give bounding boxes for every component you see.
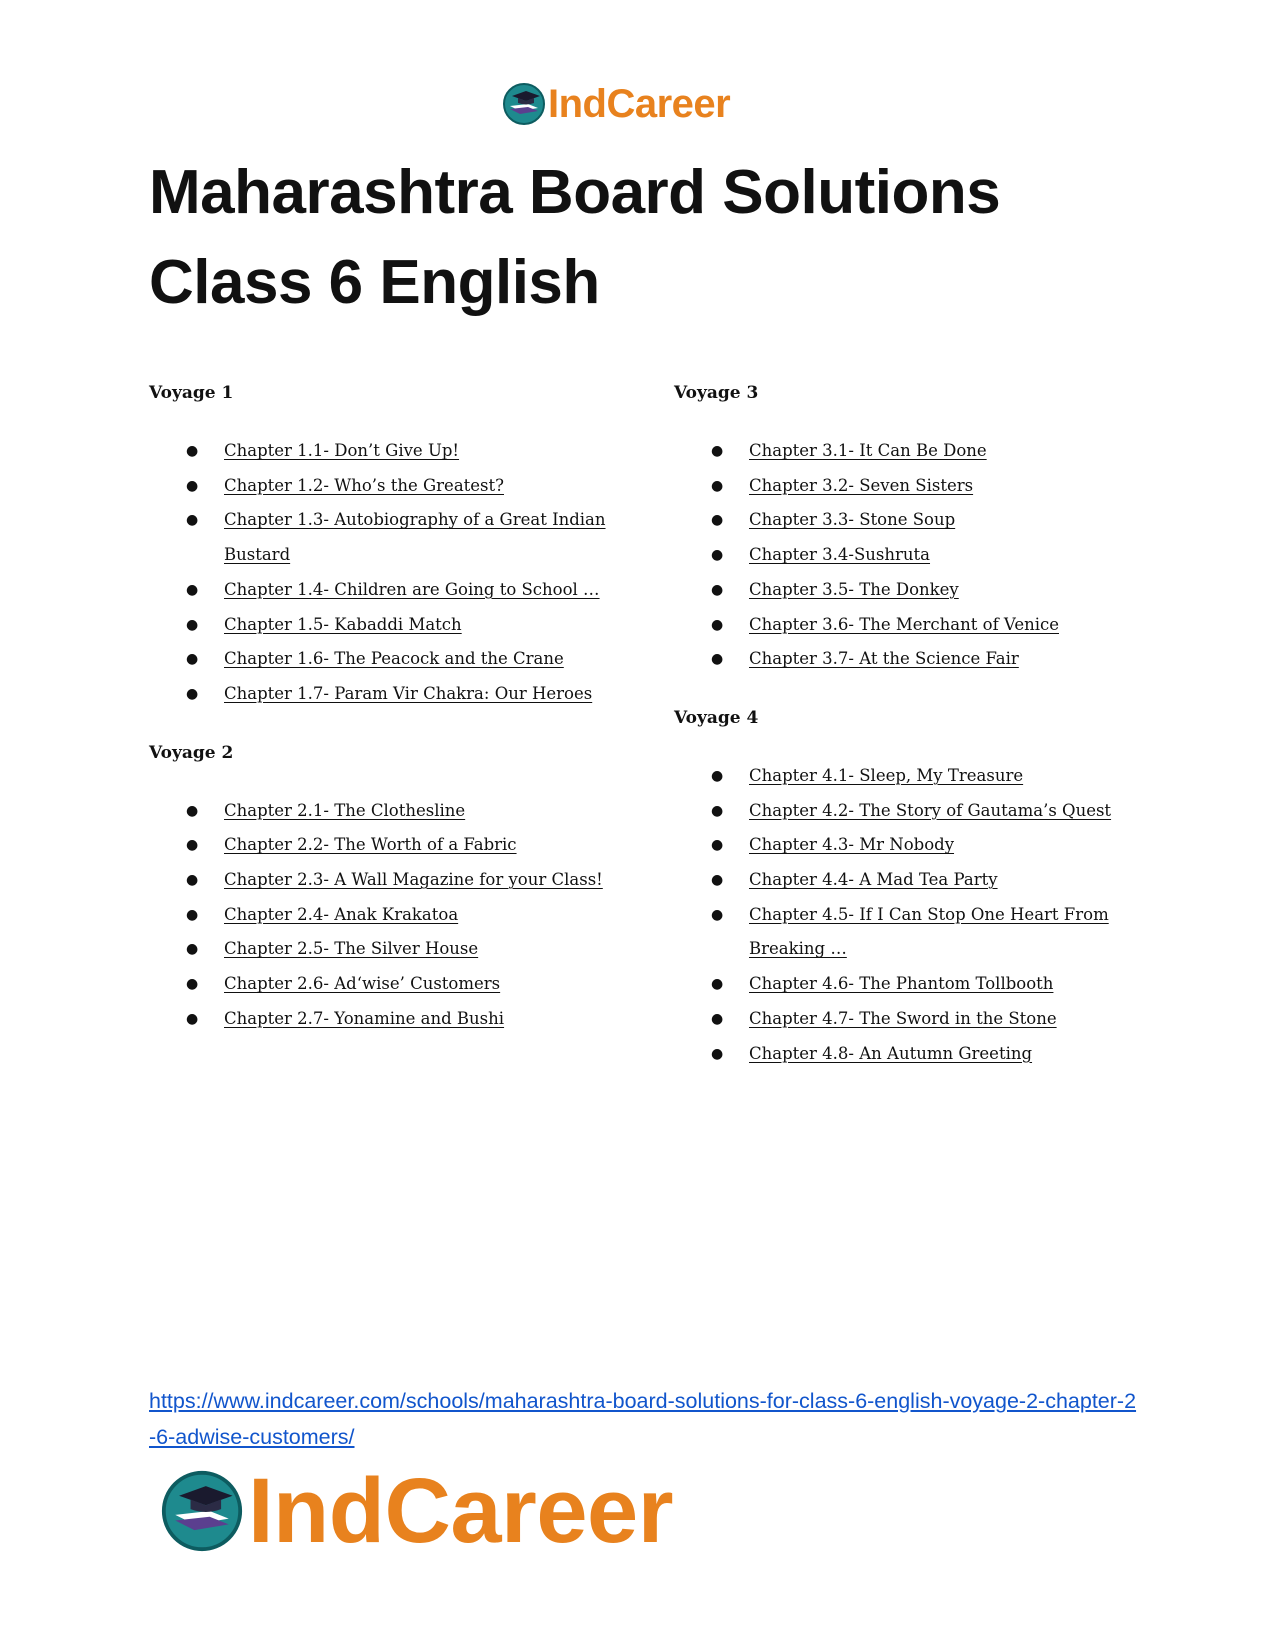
- chapter-link[interactable]: Chapter 1.2- Who’s the Greatest?: [224, 475, 504, 495]
- list-item: [149, 794, 619, 829]
- bullet-icon: ●: [186, 512, 199, 529]
- chapter-link[interactable]: Chapter 4.2- The Story of Gautama’s Quest: [749, 800, 1112, 820]
- list-item: [674, 434, 1144, 469]
- bullet-icon: ●: [711, 477, 724, 494]
- chapter-link[interactable]: Chapter 4.3- Mr Nobody: [749, 835, 955, 855]
- list-item: [674, 538, 1144, 573]
- list-item: [149, 828, 619, 863]
- list-item: [149, 677, 619, 712]
- bullet-icon: ●: [186, 685, 199, 702]
- list-item: [674, 759, 1144, 794]
- voyage-1-chapter-list: [149, 434, 619, 712]
- chapter-link[interactable]: Chapter 3.1- It Can Be Done: [749, 441, 987, 460]
- page-title-line-1: Maharashtra Board Solutions: [149, 158, 1001, 227]
- page-title: [149, 148, 1000, 328]
- chapter-link[interactable]: Chapter 3.3- Stone Soup: [749, 510, 956, 530]
- bullet-icon: ●: [186, 802, 199, 819]
- bullet-icon: ●: [186, 616, 199, 633]
- bullet-icon: ●: [711, 547, 724, 564]
- chapter-link[interactable]: Chapter 4.4- A Mad Tea Party: [749, 870, 998, 890]
- list-item: [674, 1037, 1144, 1072]
- chapter-link[interactable]: Chapter 4.5- If I Can Stop One Heart From Breaking …: [749, 904, 1109, 959]
- chapter-link[interactable]: Chapter 1.6- The Peacock and the Crane: [224, 649, 564, 669]
- list-item: [674, 503, 1144, 538]
- list-item: [674, 863, 1144, 898]
- chapter-link[interactable]: Chapter 2.1- The Clothesline: [224, 800, 466, 820]
- bullet-icon: ●: [711, 802, 724, 819]
- chapter-link[interactable]: Chapter 2.3- A Wall Magazine for your Class!: [224, 870, 603, 890]
- list-item: [149, 434, 619, 469]
- chapter-link[interactable]: Chapter 1.7- Param Vir Chakra: Our Heroes: [224, 683, 593, 703]
- bullet-icon: ●: [711, 1010, 724, 1027]
- voyage-2-chapter-list: [149, 794, 619, 1037]
- chapter-link[interactable]: Chapter 2.2- The Worth of a Fabric: [224, 835, 517, 855]
- left-column: [149, 376, 619, 1037]
- graduation-cap-globe-icon: [160, 1469, 244, 1553]
- chapter-link[interactable]: Chapter 2.4- Anak Krakatoa: [224, 904, 459, 924]
- footer-logo-text: IndCareer: [248, 1460, 673, 1562]
- bullet-icon: ●: [711, 443, 724, 459]
- list-item: [149, 863, 619, 898]
- source-url-link[interactable]: https://www.indcareer.com/schools/maharashtra-board-solutions-for-class-6-english-voyage-2-chapter-2-6-adwise-customers/: [149, 1389, 1137, 1449]
- graduation-cap-globe-icon: [502, 82, 546, 126]
- bullet-icon: ●: [711, 512, 724, 529]
- bullet-icon: ●: [186, 581, 199, 598]
- bullet-icon: ●: [186, 837, 199, 854]
- list-item: [149, 642, 619, 677]
- chapter-link[interactable]: Chapter 1.3- Autobiography of a Great Indian Bustard: [224, 510, 606, 565]
- list-item: [149, 608, 619, 643]
- chapter-link[interactable]: Chapter 1.4- Children are Going to School …: [224, 579, 600, 599]
- bullet-icon: ●: [711, 1045, 724, 1062]
- list-item: [149, 898, 619, 933]
- list-item: [149, 503, 619, 572]
- bullet-icon: ●: [186, 443, 199, 459]
- bullet-icon: ●: [711, 616, 724, 633]
- chapter-link[interactable]: Chapter 3.2- Seven Sisters: [749, 475, 974, 495]
- list-item: [149, 469, 619, 504]
- bullet-icon: ●: [186, 477, 199, 494]
- page-title-line-2: Class 6 English: [149, 248, 600, 317]
- bullet-icon: ●: [711, 976, 724, 993]
- voyage-4-heading: Voyage 4: [674, 707, 759, 728]
- bullet-icon: ●: [711, 767, 724, 784]
- chapter-link[interactable]: Chapter 2.6- Ad‘wise’ Customers: [224, 974, 501, 994]
- list-item: [149, 1002, 619, 1037]
- voyage-4-chapter-list: [674, 759, 1144, 1071]
- chapter-link[interactable]: Chapter 4.8- An Autumn Greeting: [749, 1043, 1033, 1063]
- list-item: [674, 642, 1144, 677]
- bullet-icon: ●: [186, 906, 199, 923]
- list-item: [149, 967, 619, 1002]
- bullet-icon: ●: [186, 976, 199, 993]
- chapter-link[interactable]: Chapter 3.7- At the Science Fair: [749, 649, 1019, 669]
- bullet-icon: ●: [186, 941, 199, 958]
- voyage-3-chapter-list: [674, 434, 1144, 677]
- list-item: [674, 469, 1144, 504]
- bullet-icon: ●: [711, 581, 724, 598]
- footer-logo: [160, 1460, 673, 1562]
- voyage-3-heading: Voyage 3: [674, 383, 759, 403]
- chapter-link[interactable]: Chapter 1.5- Kabaddi Match: [224, 614, 462, 634]
- list-item: [149, 573, 619, 608]
- chapter-link[interactable]: Chapter 2.5- The Silver House: [224, 939, 479, 959]
- bullet-icon: ●: [711, 651, 724, 668]
- list-item: [674, 608, 1144, 643]
- voyage-1-heading: Voyage 1: [149, 383, 234, 403]
- list-item: [674, 828, 1144, 863]
- chapter-link[interactable]: Chapter 3.5- The Donkey: [749, 579, 959, 599]
- chapter-link[interactable]: Chapter 2.7- Yonamine and Bushi: [224, 1008, 505, 1028]
- list-item: [674, 573, 1144, 608]
- bullet-icon: ●: [186, 651, 199, 668]
- chapter-link[interactable]: Chapter 3.6- The Merchant of Venice: [749, 614, 1059, 634]
- list-item: [674, 898, 1144, 967]
- bullet-icon: ●: [711, 837, 724, 854]
- bullet-icon: ●: [186, 872, 199, 889]
- list-item: [674, 1002, 1144, 1037]
- chapter-link[interactable]: Chapter 4.7- The Sword in the Stone: [749, 1008, 1057, 1028]
- chapter-link[interactable]: Chapter 4.1- Sleep, My Treasure: [749, 765, 1024, 785]
- chapter-link[interactable]: Chapter 1.1- Don’t Give Up!: [224, 441, 460, 460]
- bullet-icon: ●: [711, 906, 724, 923]
- chapter-link[interactable]: Chapter 3.4-Sushruta: [749, 545, 931, 565]
- header-logo: [502, 80, 730, 128]
- voyage-2-heading: Voyage 2: [149, 742, 234, 763]
- right-column: [674, 376, 1144, 1071]
- list-item: [674, 794, 1144, 829]
- list-item: [674, 967, 1144, 1002]
- list-item: [149, 932, 619, 967]
- header-logo-text: IndCareer: [548, 82, 731, 126]
- bullet-icon: ●: [186, 1010, 199, 1027]
- bullet-icon: ●: [711, 872, 724, 889]
- chapter-link[interactable]: Chapter 4.6- The Phantom Tollbooth: [749, 974, 1054, 994]
